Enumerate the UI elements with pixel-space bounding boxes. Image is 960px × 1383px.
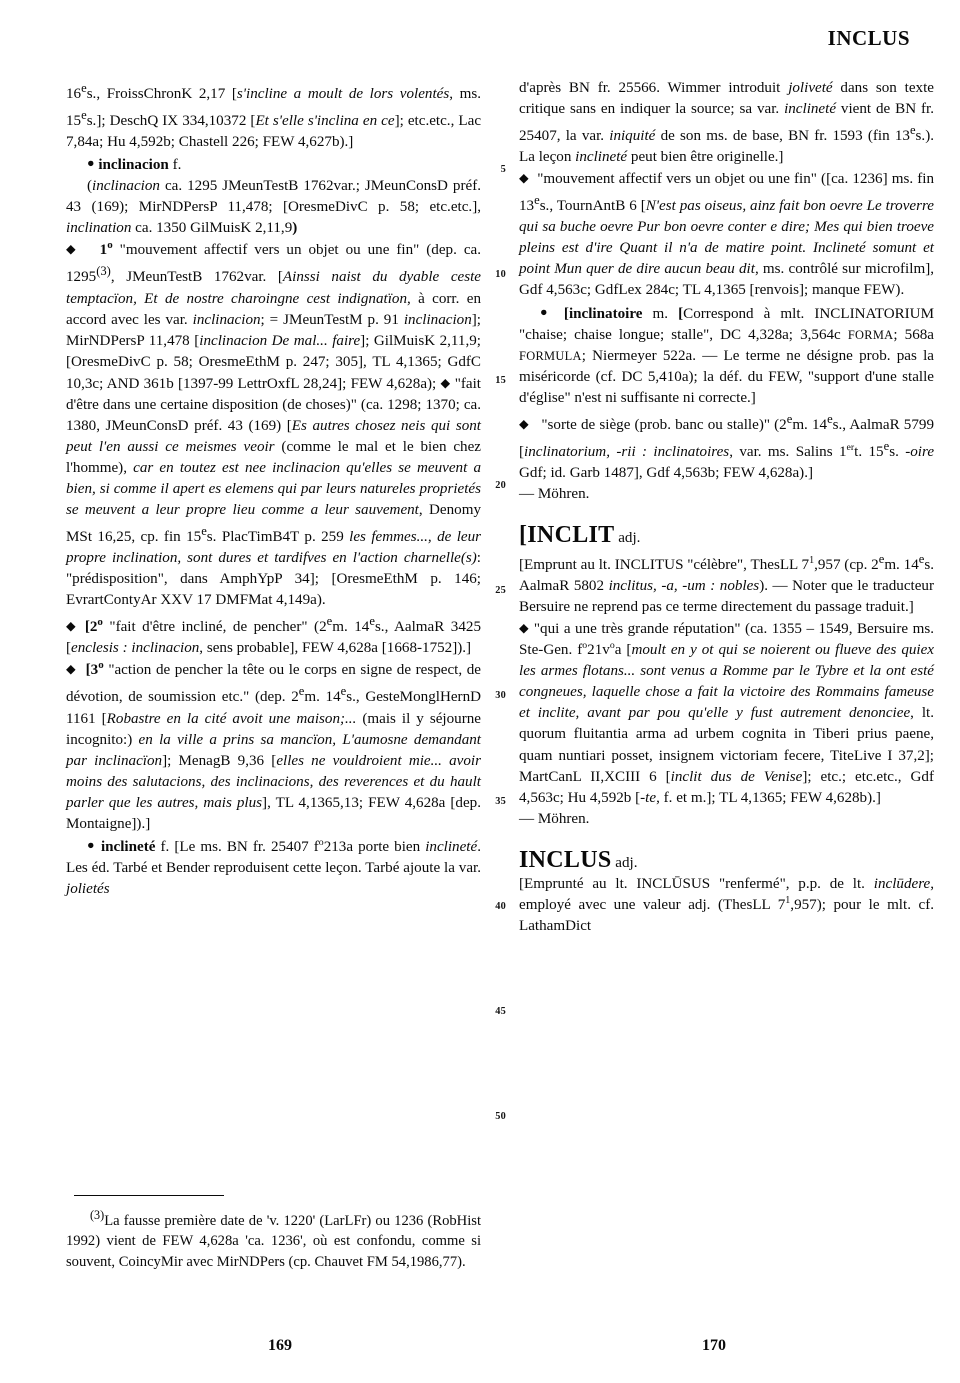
headword-inclus: INCLUS: [519, 846, 612, 873]
entry-inclit: [519, 522, 935, 830]
headword-inclit: [INCLIT: [519, 522, 615, 549]
line-number: 35: [495, 795, 506, 807]
footnote-rule: [74, 1195, 224, 1196]
forms-block-inclinacion: (inclinacion ca. 1295 JMeunTestB 1762var.; JMeunConsD préf. 43 (169); MirNDPersP 11,478; [OresmeDivC p. 58; etc.etc.], inclination ca. 1350 GilMuisK 2,11,9): [66, 178, 481, 237]
line-number: 10: [495, 269, 506, 281]
part-of-speech-inclus: adj.: [615, 854, 638, 871]
left-column: [66, 78, 481, 900]
footnote-3: $^{(3)}$La fausse première date de 'v. 1220' (LarLFr) ou 1236 (RobHist 1992) vient de FEW 4,628a 'ca. 1236', où est confondu, comme si souvent, CoincyMir avec MirNDPers (cp. Chauvet FM 54,1986,77).: [66, 1208, 481, 1271]
line-number: 45: [495, 1006, 506, 1018]
line-number: 25: [495, 585, 506, 597]
page-number-right: 170: [702, 1337, 726, 1354]
sub-headword-inclinacion: ● inclinacion f.: [87, 156, 182, 174]
part-of-speech-inclit: adj.: [618, 530, 641, 547]
running-head: INCLUS: [827, 26, 910, 50]
page-number-left: 169: [268, 1337, 292, 1354]
line-number: 20: [495, 479, 506, 491]
entry-heading-inclus: [519, 846, 934, 874]
sub-headword-inclinete: ● inclineté f. [Le ms. BN fr. 25407 $f^o213a$ porte bien inclineté. Les éd. Tarbé et Bender reproduisent cette leçon. Tarbé ajoute la var. jolietés: [66, 836, 481, 897]
entry-inclus: [519, 846, 934, 937]
sense-3-inclinacion: ◆ [3$^o$ "action de pencher la tête ou le corps en signe de respect, de dévotion, de soumission etc." (dep. 2em. 14es., GesteMonglHernD 1161 [Robastre en la cité avoit une maison;... (mais il y séjourne incognito:) en la ville a prins sa mancïon, L'aumosne demandant par inclinacïon]; MenagB 9,36 [elles ne vouldroient mie... avoir moins des salutacions, des inclinacions, des reverences et du hault parler que les autres, mais plus], TL 4,1365,13; FEW 4,628a [dep. Montaigne]).]: [66, 659, 482, 832]
sense-2-inclinacion: ◆ [2$^o$ "fait d'être incliné, de pencher" (2em. 14es., AalmaR 3425 [enclesis : inclinacion, sens probable], FEW 4,628a [1668-1752]).]: [66, 614, 481, 657]
sense-inclit: ◆ "qui a une très grande réputation" (ca. 1355 – 1549, Bersuire ms. Ste-Gen. $f^o21v^oa$ [moult en y ot qui se noierent ou flueve des quiex les armes flotans... sont venus a Romme par le Tybre et la ont esté congneues, laquelle chose a fait la victoire des Rommains fameuse et inclite, avant par pou qu'elle y fust autrement denonciee, lt. quorum fluitantia arma ad urbem cognita in Tiberi prius paene, quam nuntiari posset, insignem victoriam fecere, TiteLive I 37,2]; MartCanL II,XCIII 6 [inclit dus de Venise]; etc.; etc.etc., Gdf 4,563c; Hu 4,592b [-te, f. et m.]; TL 4,1365; FEW 4,628b).]: [519, 621, 935, 806]
line-number: 5: [500, 164, 506, 176]
line-number: 50: [495, 1111, 506, 1123]
sense-1-inclinacion: ◆ 1$^o$ "mouvement affectif vers un objet ou une fin" (dep. ca. 1295$^{(3)}$, JMeunTestB 1762var. [Ainssi naist du dyable ceste temptacïon, Et de nostre charoingne cest indignatïon, à corr. en accord avec les var. inclinacion; = JMeunTestM p. 91 inclinacion]; MirNDPersP 11,478 [inclinacion De mal... faire]; GilMuisK 2,11,9; [OresmeDivC p. 58; OresmeEthM p. 247; 305], TL 4,1365; GdfC 10,3c; AND 361b [1397-99 LettrOxfL 28,24]; FEW 4,628a); ◆ "fait d'être dans une certaine disposition (de choses)" (ca. 1298; 1370; ca. 1380, JMeunConsD préf. 43 (169) [Es autres chosez neis qui sont peut l'en aussi ce meismes veoir (comme le mal et le bien chez l'homme), car en toutez est nee inclinacion qu'elles se meuvent a bien, si comme il apert es elemens qui par leurs natureles proprietés se meuvent a leur propre lieu comme a leur sauvement, Denomy MSt 16,25, cp. fin 15es. PlacTimB4T p. 259 les femmes..., de leur propre inclination, sont dures et tardifves en l'action charnelle(s): "prédisposition", dans AmphYpP 34]; [OresmeEthM p. 146; EvrartContyAr XXV 17 DMFMat 4,149a).: [66, 239, 482, 609]
line-number: 15: [495, 374, 506, 386]
sub-headword-inclinatoire: ● [inclinatoire m. [Correspond à mlt. INCLINATORIUM "chaise; chaise longue; stalle", DC 4,328a; 3,564c FORMA; 568a FORMULA; Niermeyer 522a. — Le terme ne désigne prob. pas la miséricorde (cf. DC 5,410a); la déf. du FEW, "support d'une stalle d'église" n'est ni suffisante ni correcte.]: [519, 304, 935, 406]
sense-inclinete: ◆ "mouvement affectif vers un objet ou une fin" ([ca. 1236] ms. fin 13es., TournAntB 6 [N'est pas oiseus, ainz fait bon oevre Le troverre qui sa buche oevre Pur bon oevre conter e dire; Mes qui bien troeve pleins est d'ire Quant il n'a de matire point. Inclineté somunt et point Mun quer de dire aucun beau dit, ms. contrôlé sur microfilm], Gdf 4,563c; GdfLex 284c; TL 4,1365 [renvois]; manque FEW).: [519, 171, 934, 299]
right-column: [519, 78, 934, 937]
footnote-area: [66, 1195, 481, 1273]
paragraph-continuation-inclinete: d'après BN fr. 25566. Wimmer introduit joliveté dans son texte critique sans en indiquer la source; sa var. inclineté vient de BN fr. 25407, la var. iniquité de son ms. de base, BN fr. 1593 (fin 13es.). La leçon inclineté peut bien être originelle.]: [519, 80, 934, 166]
etymology-inclus: [Emprunté au lt. INCLŪSUS "renfermé", p.p. de lt. inclūdere, employé avec une valeur adj. (ThesLL $7^1,957$); pour le mlt. cf. LathamDict: [519, 875, 934, 934]
entry-heading-inclit: [519, 522, 934, 549]
line-number: 40: [495, 900, 506, 912]
paragraph-continuation: 16es., FroissChronK 2,17 [s'incline a moult de lors volentés, ms. 15es.]; DeschQ IX 334,10372 [Et s'elle s'inclina en ce]; etc.etc., Lac 7,84a; Hu 4,592b; Chastell 226; FEW 4,627b).]: [66, 81, 482, 151]
etymology-inclit: [Emprunt au lt. INCLITUS "célèbre", ThesLL $7^1,957$ (cp. 2em. 14es. AalmaR 5802 inclitus, -a, -um : nobles). — Noter que le traducteur Bersuire ne reprend pas ce terme directement du passage traduit.]: [519, 552, 934, 616]
attribution-mohren-2: — Möhren.: [519, 810, 590, 827]
attribution-mohren-1: — Möhren.: [519, 485, 590, 502]
sense-inclinatoire: ◆ "sorte de siège (prob. banc ou stalle)" (2em. 14es., AalmaR 5799 [inclinatorium, -rii : inclinatoires, var. ms. Salins 1ert. 15es. -oire Gdf; id. Garb 1487], Gdf 4,563b; FEW 4,628a).]: [519, 411, 935, 481]
line-number: 30: [495, 690, 506, 702]
